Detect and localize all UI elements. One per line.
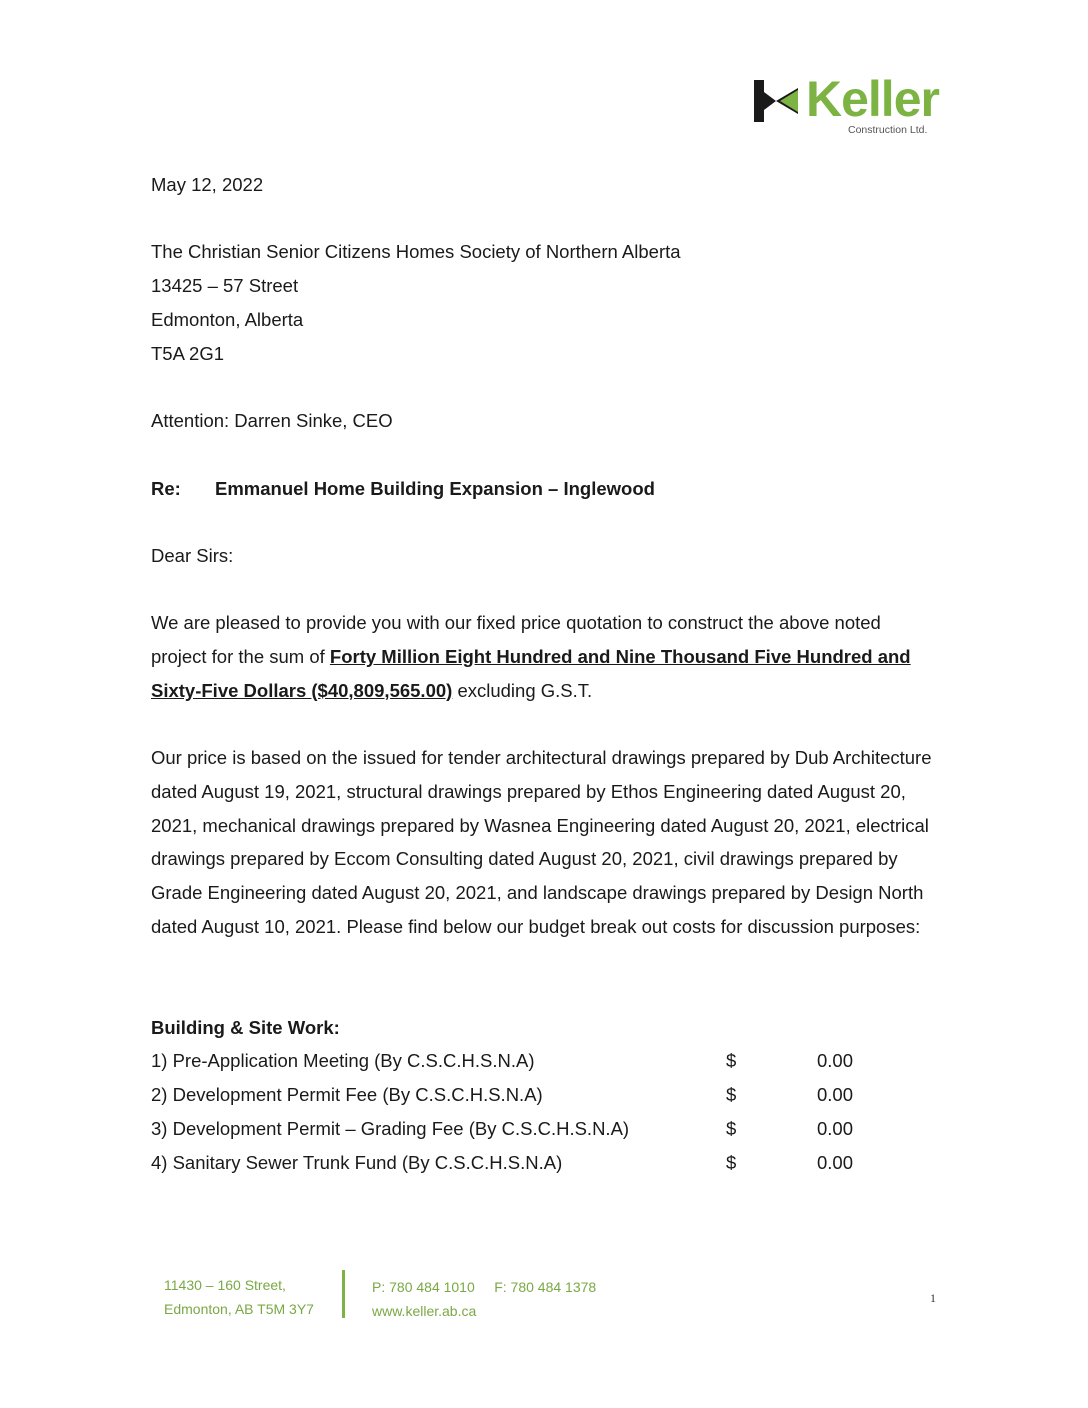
- attention-line: Attention: Darren Sinke, CEO: [151, 410, 393, 431]
- cost-amount: 0.00: [816, 1084, 853, 1105]
- footer-fax: F: 780 484 1378: [494, 1279, 597, 1295]
- footer-address-line2: Edmonton, AB T5M 3Y7: [164, 1301, 314, 1317]
- logo-subtitle: Construction Ltd.: [848, 124, 928, 136]
- keller-k-icon: [754, 80, 798, 122]
- cost-currency: $: [726, 1152, 737, 1173]
- cost-row: [151, 1084, 871, 1108]
- salutation: Dear Sirs:: [151, 545, 234, 566]
- footer-website[interactable]: www.keller.ab.ca: [372, 1303, 477, 1319]
- quotation-paragraph: [151, 606, 941, 707]
- cost-amount: 0.00: [816, 1050, 853, 1071]
- re-subject: Emmanuel Home Building Expansion – Inglewood: [215, 478, 655, 499]
- recipient-org: The Christian Senior Citizens Homes Society of Northern Alberta: [151, 241, 681, 262]
- cost-row: [151, 1050, 871, 1074]
- company-logo: [754, 71, 954, 140]
- letter-date: May 12, 2022: [151, 174, 264, 195]
- cost-currency: $: [726, 1118, 737, 1139]
- quotation-intro: We are pleased to provide you with our fixed price quotation to construct the above noted project for the sum of: [151, 612, 881, 667]
- footer-contact: [372, 1279, 596, 1295]
- logo-wordmark: Keller: [806, 71, 939, 127]
- basis-paragraph: Our price is based on the issued for tender architectural drawings prepared by Dub Architecture dated August 19, 2021, structural drawings prepared by Ethos Engineering dated August 20, 2021, mechanical drawings prepared by Wasnea Engineering dated August 20, 2021, electrical drawings prepared by Eccom Consulting dated August 20, 2021, civil drawings prepared by Grade Engineering dated August 20, 2021, and landscape drawings prepared by Design North dated August 10, 2021. Please find below our budget break out costs for discussion purposes:: [151, 747, 932, 937]
- re-label: Re:: [151, 478, 181, 499]
- recipient-city: Edmonton, Alberta: [151, 309, 304, 330]
- cost-description: 1) Pre-Application Meeting (By C.S.C.H.S.N.A): [151, 1050, 535, 1071]
- footer-phone: P: 780 484 1010: [372, 1279, 475, 1295]
- cost-amount: 0.00: [816, 1152, 853, 1173]
- page-number: 1: [930, 1291, 936, 1305]
- quotation-tail: excluding G.S.T.: [452, 679, 593, 701]
- cost-row: [151, 1152, 871, 1176]
- recipient-postal: T5A 2G1: [151, 343, 225, 364]
- costs-heading: Building & Site Work:: [151, 1017, 340, 1038]
- footer-address-line1: 11430 – 160 Street,: [164, 1277, 286, 1293]
- cost-currency: $: [726, 1084, 737, 1105]
- letterhead-footer: [0, 1274, 1088, 1334]
- cost-row: [151, 1118, 871, 1142]
- cost-description: 4) Sanitary Sewer Trunk Fund (By C.S.C.H.S.N.A): [151, 1152, 563, 1173]
- cost-amount: 0.00: [816, 1118, 853, 1139]
- cost-currency: $: [726, 1050, 737, 1071]
- cost-description: 2) Development Permit Fee (By C.S.C.H.S.N.A): [151, 1084, 543, 1105]
- footer-divider: [342, 1270, 345, 1318]
- cost-description: 3) Development Permit – Grading Fee (By C.S.C.H.S.N.A): [151, 1118, 630, 1139]
- quotation-amount: Forty Million Eight Hundred and Nine Thousand Five Hundred and Sixty-Five Dollars ($40,809,565.00): [151, 645, 911, 701]
- recipient-street: 13425 – 57 Street: [151, 275, 299, 296]
